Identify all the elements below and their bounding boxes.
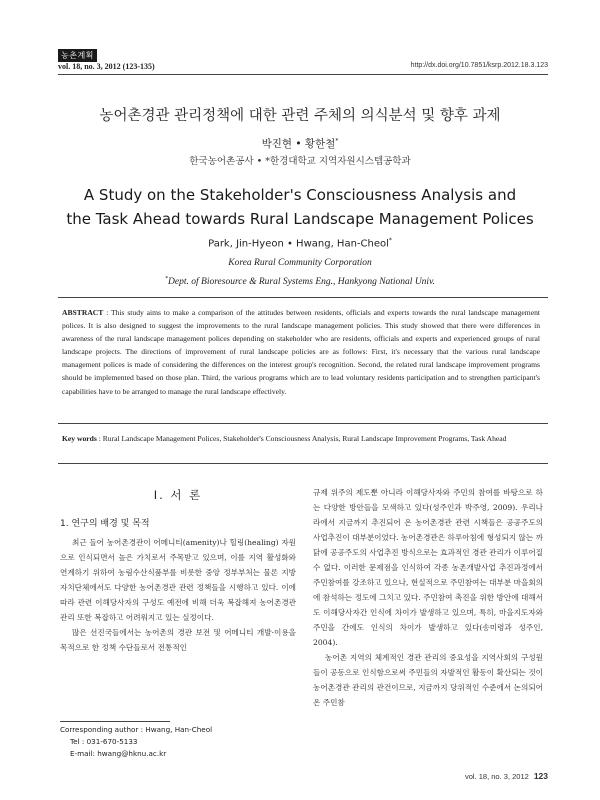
volume-line: vol. 18, no. 3, 2012 (123-135) (58, 62, 155, 71)
abstract-label: ABSTRACT (62, 308, 104, 317)
footnote-rule (60, 721, 170, 722)
right-column (313, 485, 543, 710)
keywords-label: Key words (62, 434, 97, 443)
keywords-bottom-rule (58, 463, 548, 464)
body-paragraph: 최근 들어 농어촌경관이 어메니티(amenity)나 힐링(healing) 자원으로 인식되면서 높은 가치로서 주목받고 있으며, 이를 지역 활성화와 연계하기 위하여 농림수산식품부를 비롯한 중앙 정부부처는 물론 지방자치단체에서도 다양한 농어촌경관 관련 정책들을 시행하고 있다. 이에 따라 관련 이해당사자의 구성도 예전에 비해 더욱 복잡해져 농어촌경관 관리 또한 복잡하고 어려워지고 있는 실정이다. (60, 538, 296, 622)
abstract-divider (58, 423, 548, 424)
title-english-line2: the Task Ahead towards Rural Landscape Management Polices (66, 210, 534, 228)
abstract (62, 306, 540, 398)
section-title: Ⅰ. 서 론 (153, 488, 203, 502)
affiliation-english-line1: Korea Rural Community Corporation (228, 258, 372, 268)
header-rule (58, 74, 548, 75)
body-paragraph: 농어촌 지역의 체계적인 경관 관리의 중요성을 지역사회의 구성원들이 공동으로 인식함으로써 주민들의 자발적인 활동이 확산되는 것이 농어촌경관 관리의 관건이므로, 지금까지 당위적인 수준에서 논의되어 온 주민참 (313, 653, 543, 707)
footnote-author: Corresponding author : Hwang, Han-Cheol (60, 725, 213, 734)
subsection-title: 1. 연구의 배경 및 목적 (60, 519, 150, 529)
affiliation-korean: 한국농어촌공사 • *한경대학교 지역자원시스템공학과 (189, 156, 411, 167)
keywords-text: : Rural Landscape Management Polices, Stakeholder's Consciousness Analysis, Rural Landscape Improvement Programs, Task Ahead (96, 434, 507, 443)
page-footer (465, 771, 548, 781)
title-korean: 농어촌경관 관리정책에 대한 관련 주체의 의식분석 및 향후 과제 (99, 108, 501, 124)
corresponding-author-footnote (60, 724, 212, 760)
title-english (0, 183, 600, 231)
footnote-email[interactable]: E-mail: hwang@hknu.ac.kr (70, 749, 167, 758)
authors-korean: 박진현 • 황한철* (261, 137, 339, 150)
doi-link[interactable]: http://dx.doi.org/10.7851/ksrp.2012.18.3.123 (410, 62, 548, 69)
body-paragraph: 많은 선진국들에서는 농어촌의 경관 보전 및 어메니티 개발·이용을 목적으로 한 정책 수단들로서 전통적인 (60, 628, 296, 652)
abstract-text: : This study aims to make a comparison of the attitudes between residents, officials and experts towards the rural landscape management polices. It is also designed to suggest the improvements to the rural landscape management policies. This study showed that there were differences in awareness of the rural landscape management polices depending on stakeholder who are residents, officials and experts and experienced groups of rural landscape projects. The directions of improvement of rural landscape policies are as follows: First, it's necessary that the various rural landscape management polices is made of considering the differences on the interest group's recognition. Second, the related rural landscape improvement programs should be implemented based on those plan. Third, the various programs which are to lead voluntary residents participation and to strengthen participant's capabilities have to be arranged to manage the rural landscape effectively. (62, 308, 540, 396)
abstract-top-rule (58, 297, 548, 298)
footer-volume: vol. 18, no. 3, 2012 (465, 772, 529, 781)
affiliation-english-line2: *Dept. of Bioresource & Rural Systems Eng., Hankyong National Univ. (165, 276, 435, 288)
body-paragraph: 규제 위주의 제도뿐 아니라 이해당사자와 주민의 참여를 바탕으로 하는 다양한 방안들을 모색하고 있다(성주인과 박주영, 2009). 우리나라에서 지금까지 추진되어 온 농어촌경관 관련 시책들은 공공주도의 사업추진이 대부분이었다. 농어촌경관은 하루아침에 형성되지 않는 까닭에 공공주도의 사업추진 방식으로는 효과적인 경관 관리가 이루어질 수 없다. 이러한 문제점을 인식하여 각종 농촌개발사업 추진과정에서 주민참여를 강조하고 있으나, 현실적으로 주민참여는 대부분 마을회의에 참석하는 정도에 그치고 있다. 주민참여 촉진을 위한 방안에 대해서도 이해당사자간 인식에 차이가 발생하고 있으며, 특히, 마을지도자와 주민을 간에도 인식의 차이가 발생하고 있다(송미령과 성주인, 2004). (313, 488, 543, 647)
footnote-tel: Tel : 031-670-5133 (70, 737, 138, 746)
title-english-line1: A Study on the Stakeholder's Consciousness Analysis and (83, 186, 517, 204)
affiliation-english (0, 255, 600, 290)
left-column (60, 485, 296, 655)
keywords (62, 432, 540, 445)
page-number: 123 (533, 771, 548, 781)
authors-english: Park, Jin-Hyeon • Hwang, Han-Cheol* (208, 237, 392, 250)
journal-logo: 농촌계획 (58, 49, 97, 62)
